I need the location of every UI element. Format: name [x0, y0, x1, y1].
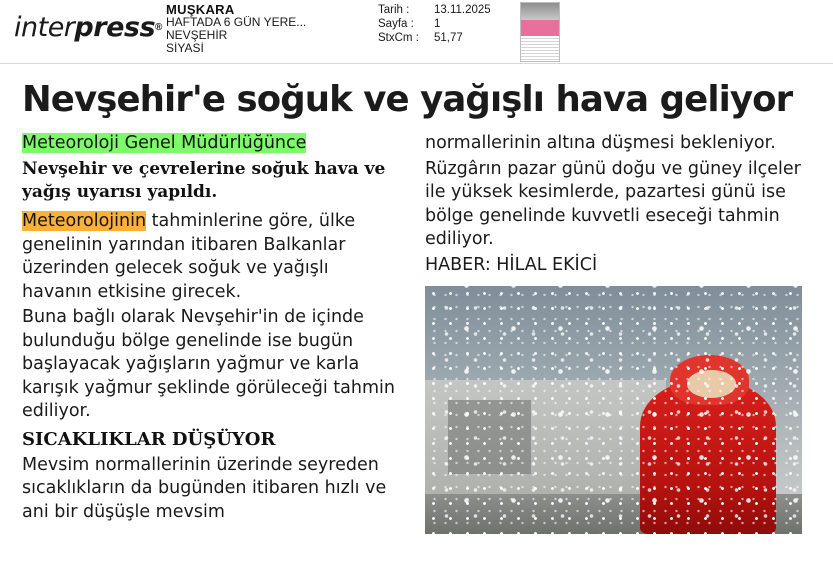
publication-frequency: HAFTADA 6 GÜN YERE...	[166, 16, 307, 29]
thumbnail-color-band	[521, 20, 559, 36]
article-lede: Nevşehir ve çevrelerine soğuk hava ve yağış uyarısı yapıldı.	[22, 159, 386, 202]
article-photo	[425, 286, 802, 534]
article-paragraph-3: Mevsim normallerinin üzerinde seyreden sıcaklıkların da bugünden itibaren hızlı ve ani bir düşüşle mevsim	[22, 454, 387, 522]
article-left-column	[22, 132, 399, 534]
article-paragraph-1	[22, 210, 399, 304]
publication-type: SİYASİ	[166, 42, 204, 55]
article-right-column	[425, 132, 802, 534]
article-byline: HABER: HİLAL EKİCİ	[425, 254, 598, 275]
article-headline: Nevşehir'e soğuk ve yağışlı hava geliyor	[22, 79, 793, 120]
publication-info	[166, 3, 366, 55]
metadata-row-date	[378, 3, 491, 17]
metadata-label-stxcm: StxCm :	[378, 32, 419, 44]
clipping-header	[0, 0, 833, 64]
logo-text-press: press	[74, 11, 156, 43]
publication-city: NEVŞEHİR	[166, 29, 228, 42]
paragraph-1-highlight: Meteorolojinin	[22, 211, 147, 231]
thumbnail-text-lines	[521, 36, 559, 61]
logo-text-inter: inter	[14, 11, 75, 43]
kicker-line	[22, 132, 399, 155]
metadata-row-page	[378, 17, 491, 31]
metadata-value-stxcm: 51,77	[434, 32, 463, 44]
interpress-logo	[14, 10, 162, 44]
article-paragraph-4: normallerinin altına düşmesi bekleniyor.	[425, 133, 776, 153]
metadata-label-date: Tarih :	[378, 4, 410, 16]
page-thumbnail[interactable]	[520, 2, 560, 62]
article-body	[0, 66, 833, 561]
metadata-row-stxcm	[378, 31, 491, 45]
photo-snowflakes	[425, 286, 802, 534]
publication-name: MUŞKARA	[166, 2, 235, 17]
paragraph-1-rest: tahminlerine göre, ülke genelinin yarından itibaren Balkanlar üzerinden gelecek soğuk ve yağışlı havanın etkisine girecek.	[22, 211, 356, 302]
article-paragraph-5: Rüzgârın pazar günü doğu ve güney ilçeler ile yüksek kesimlerde, pazartesi günü ise bölge genelinde kuvvetli eseceği tahmin ediliyor.	[425, 158, 801, 249]
article-columns	[22, 132, 811, 534]
clipping-metadata	[378, 3, 491, 45]
metadata-value-page: 1	[434, 18, 441, 30]
thumbnail-top-band	[521, 3, 559, 20]
registered-mark-icon: ®	[155, 21, 162, 33]
metadata-value-date: 13.11.2025	[434, 4, 491, 16]
article-paragraph-2: Buna bağlı olarak Nevşehir'in de içinde bulunduğu bölge genelinde ise bugün başlayacak yağışların yağmur ve karla karışık yağmur şeklinde görüleceği tahmin ediliyor.	[22, 307, 395, 421]
kicker-highlight: Meteoroloji Genel Müdürlüğünce	[22, 133, 307, 153]
article-subheading: SICAKLIKLAR DÜŞÜYOR	[22, 428, 276, 450]
metadata-label-page: Sayfa :	[378, 18, 414, 30]
